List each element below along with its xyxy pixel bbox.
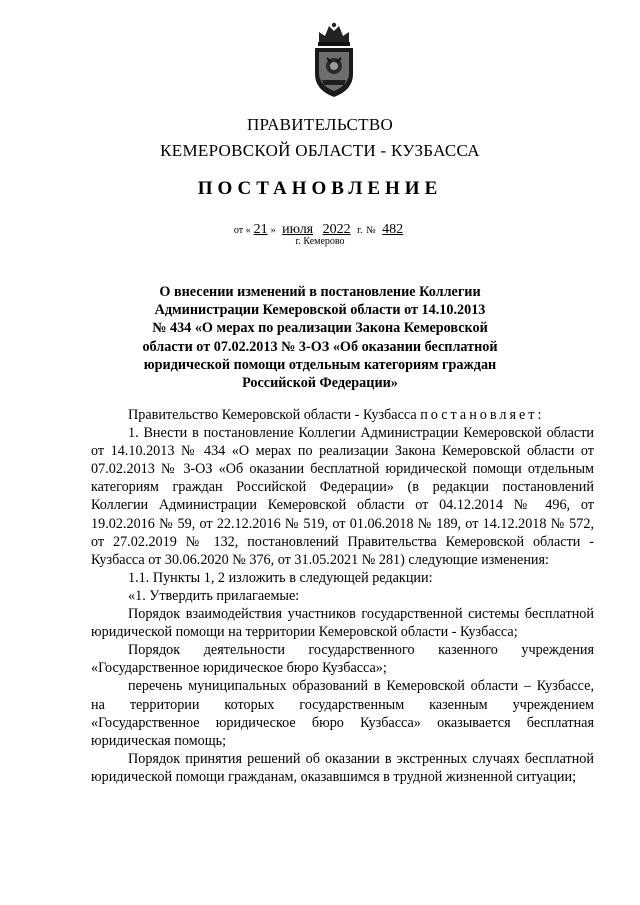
date-year-suffix: г. [357,225,363,236]
paragraph-order-activity: Порядок деятельности государственного казенного учреждения «Государственное юридическое бюро Кузбасса»; [91,642,594,677]
title-line: Российской Федерации» [242,375,398,392]
date-month: июля [282,222,314,237]
title-line: Администрации Кемеровской области от 14.10.2013 [154,302,486,319]
intro-paragraph [91,406,594,424]
city-label: г. Кемерово [295,236,345,247]
government-name-line-2: КЕМЕРОВСКОЙ ОБЛАСТИ - КУЗБАССА [160,141,480,160]
date-day: 21 [253,222,268,237]
date-day-close: » [270,225,276,236]
date-from-label: от « [233,225,251,236]
document-body [91,406,594,786]
paragraph-1: 1. Внести в постановление Коллегии Администрации Кемеровской области от 14.10.2013 № 434 «О мерах по реализации Закона Кемеровской области от 07.02.2013 № 3-ОЗ «Об оказании бесплатной юридической помощи отдельным категориям граждан Российской Федерации» (в редакции постановлений Коллегии Администрации Кемеровской области от 04.12.2014 № 496, от 19.02.2016 № 59, от 22.12.2016 № 519, от 01.06.2018 № 189, от 14.12.2018 № 572, от 27.02.2019 № 132, постановлений Правительства Кемеровской области - Кузбасса от 30.06.2020 № 376, от 31.05.2021 № 281) следующие изменения: [91,425,594,568]
title-line: О внесении изменений в постановление Коллегии [159,284,481,300]
paragraph-order-decisions: Порядок принятия решений об оказании в экстренных случаях бесплатной юридической помощи гражданам, оказавшимся в трудной жизненной ситуации; [91,750,594,785]
intro-decree-word: постановляет: [420,407,545,423]
title-line: области от 07.02.2013 № 3-ОЗ «Об оказании бесплатной [142,338,498,355]
number-sign: № [366,225,376,236]
date-year: 2022 [322,222,351,237]
paragraph-municipal-list: перечень муниципальных образований в Кемеровской области – Кузбассе, на территории которых государственным казенным учреждением «Государственное юридическое бюро Кузбасса» оказывается бесплатная юридическая помощь; [91,678,594,749]
paragraph-approve: «1. Утвердить прилагаемые: [128,587,300,604]
title-line: юридической помощи отдельным категориям граждан [143,356,497,373]
government-name-line-1: ПРАВИТЕЛЬСТВО [246,115,394,134]
paragraph-order-interaction: Порядок взаимодействия участников государственной системы бесплатной юридической помощи на территории Кемеровской области - Кузбасса; [91,606,594,641]
intro-text: Правительство Кемеровской области - Кузбасса [128,407,421,423]
paragraph-1-1: 1.1. Пункты 1, 2 изложить в следующей редакции: [128,569,433,586]
resolution-number: 482 [382,222,404,237]
title-line: № 434 «О мерах по реализации Закона Кемеровской [152,320,488,337]
document-title [100,283,540,392]
resolution-title: ПОСТАНОВЛЕНИЕ [197,178,443,199]
kemerovo-coat-of-arms-icon [311,22,357,98]
